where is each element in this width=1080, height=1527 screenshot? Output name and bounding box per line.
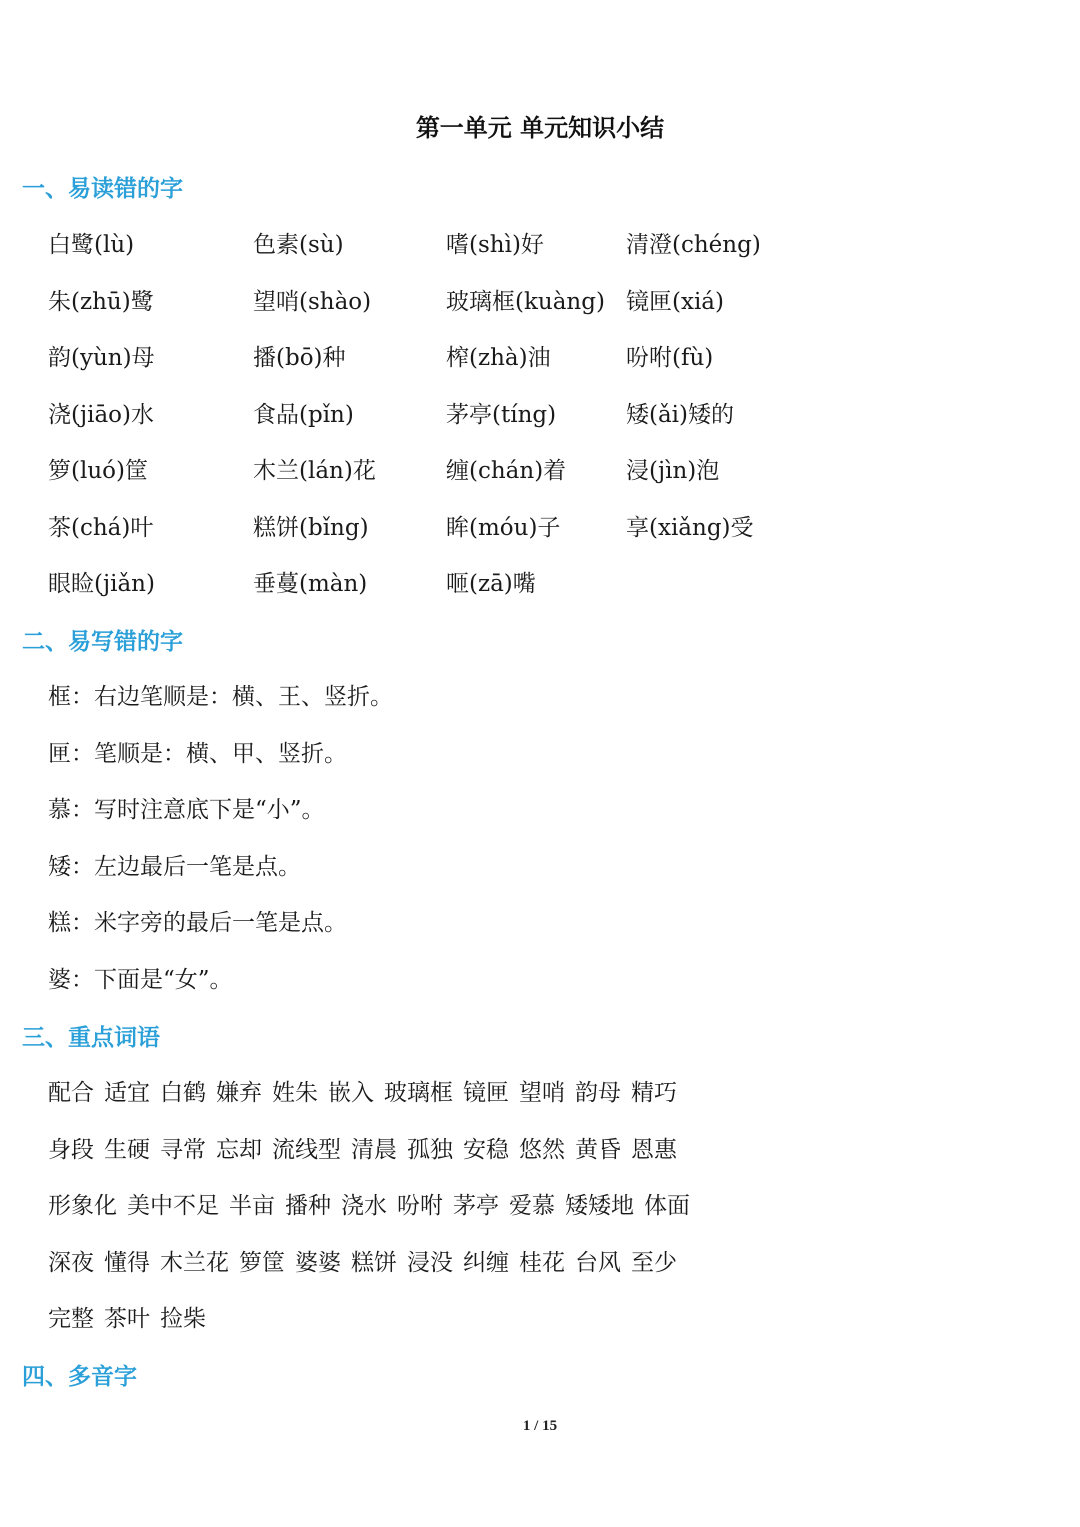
vocabulary-word: 体面 [644,1193,690,1219]
vocabulary-word: 半亩 [229,1193,275,1219]
vocabulary-row [48,1187,700,1220]
vocabulary-word: 镜匣 [463,1080,509,1106]
pinyin-entry: 矮(ǎi)矮的 [626,402,735,428]
pinyin-entry: 眸(móu)子 [446,515,561,541]
vocabulary-word: 箩筐 [239,1250,285,1276]
pinyin-entry: 播(bō)种 [253,345,346,371]
page-number: 1 / 15 [522,1418,558,1434]
pinyin-entry: 茅亭(tíng) [446,402,557,428]
pinyin-entry: 玻璃框(kuàng) [446,289,605,315]
vocabulary-word: 茅亭 [453,1193,499,1219]
pinyin-entry: 嗜(shì)好 [446,232,544,258]
vocabulary-row [48,1244,687,1277]
vocabulary-word: 浸没 [407,1250,453,1276]
vocabulary-word: 白鹤 [160,1080,206,1106]
pinyin-entry: 白鹭(lù) [48,232,135,258]
vocabulary-word: 身段 [48,1137,94,1163]
vocabulary-word: 安稳 [463,1137,509,1163]
pinyin-entry: 缠(chán)着 [446,458,567,484]
vocabulary-word: 播种 [285,1193,331,1219]
pinyin-entry: 朱(zhū)鹭 [48,289,154,315]
writing-note: 矮：左边最后一笔是点。 [48,854,301,880]
section-heading-4: 四、多音字 [22,1364,137,1390]
vocabulary-word: 悠然 [519,1137,565,1163]
vocabulary-row [48,1074,687,1107]
pinyin-entry: 垂蔓(màn) [253,571,368,597]
vocabulary-word: 流线型 [272,1137,341,1163]
vocabulary-word: 懂得 [104,1250,150,1276]
pinyin-row [0,565,1080,605]
writing-note: 婆：下面是“女”。 [48,967,233,993]
vocabulary-word: 嫌弃 [216,1080,262,1106]
pinyin-entry: 望哨(shào) [253,289,372,315]
vocabulary-word: 寻常 [160,1137,206,1163]
vocabulary-word: 深夜 [48,1250,94,1276]
vocabulary-word: 婆婆 [295,1250,341,1276]
vocabulary-word: 清晨 [351,1137,397,1163]
pinyin-entry: 吩咐(fù) [626,345,714,371]
vocabulary-word: 适宜 [104,1080,150,1106]
pinyin-entry: 享(xiǎng)受 [626,515,754,541]
pinyin-entry: 色素(sù) [253,232,344,258]
pinyin-row [0,452,1080,492]
vocabulary-word: 吩咐 [397,1193,443,1219]
pinyin-entry: 咂(zā)嘴 [446,571,536,597]
vocabulary-word: 韵母 [575,1080,621,1106]
vocabulary-word: 捡柴 [160,1306,206,1332]
vocabulary-word: 形象化 [48,1193,117,1219]
writing-note: 框：右边笔顺是：横、王、竖折。 [48,684,393,710]
section-heading-2: 二、易写错的字 [22,629,183,655]
vocabulary-word: 美中不足 [127,1193,219,1219]
pinyin-row [0,226,1080,266]
vocabulary-word: 完整 [48,1306,94,1332]
pinyin-row [0,283,1080,323]
vocabulary-word: 忘却 [216,1137,262,1163]
pinyin-row [0,339,1080,379]
pinyin-entry: 食品(pǐn) [253,402,354,428]
vocabulary-row [48,1131,687,1164]
vocabulary-word: 恩惠 [631,1137,677,1163]
pinyin-entry: 箩(luó)筐 [48,458,148,484]
vocabulary-word: 配合 [48,1080,94,1106]
writing-note: 匣：笔顺是：横、甲、竖折。 [48,741,347,767]
vocabulary-word: 黄昏 [575,1137,621,1163]
pinyin-entry: 浇(jiāo)水 [48,402,154,428]
vocabulary-word: 纠缠 [463,1250,509,1276]
pinyin-entry: 韵(yùn)母 [48,345,155,371]
vocabulary-word: 至少 [631,1250,677,1276]
pinyin-entry: 榨(zhà)油 [446,345,551,371]
vocabulary-word: 玻璃框 [384,1080,453,1106]
vocabulary-word: 孤独 [407,1137,453,1163]
pinyin-row [0,509,1080,549]
section-heading-1: 一、易读错的字 [22,176,183,202]
page-title: 第一单元 单元知识小结 [415,114,665,142]
writing-note: 慕：写时注意底下是“小”。 [48,797,325,823]
vocabulary-word: 糕饼 [351,1250,397,1276]
pinyin-entry: 茶(chá)叶 [48,515,154,541]
vocabulary-word: 精巧 [631,1080,677,1106]
vocabulary-row [48,1300,216,1333]
pinyin-entry: 清澄(chéng) [626,232,761,258]
vocabulary-word: 生硬 [104,1137,150,1163]
pinyin-row [0,396,1080,436]
pinyin-entry: 浸(jìn)泡 [626,458,720,484]
vocabulary-word: 桂花 [519,1250,565,1276]
vocabulary-word: 姓朱 [272,1080,318,1106]
pinyin-entry: 眼睑(jiǎn) [48,571,155,597]
pinyin-entry: 木兰(lán)花 [253,458,376,484]
vocabulary-word: 浇水 [341,1193,387,1219]
section-heading-3: 三、重点词语 [22,1025,160,1051]
pinyin-entry: 镜匣(xiá) [626,289,724,315]
vocabulary-word: 木兰花 [160,1250,229,1276]
pinyin-entry: 糕饼(bǐng) [253,515,369,541]
vocabulary-word: 台风 [575,1250,621,1276]
vocabulary-word: 嵌入 [328,1080,374,1106]
vocabulary-word: 爱慕 [509,1193,555,1219]
vocabulary-word: 茶叶 [104,1306,150,1332]
vocabulary-word: 望哨 [519,1080,565,1106]
writing-note: 糕：米字旁的最后一笔是点。 [48,910,347,936]
vocabulary-word: 矮矮地 [565,1193,634,1219]
